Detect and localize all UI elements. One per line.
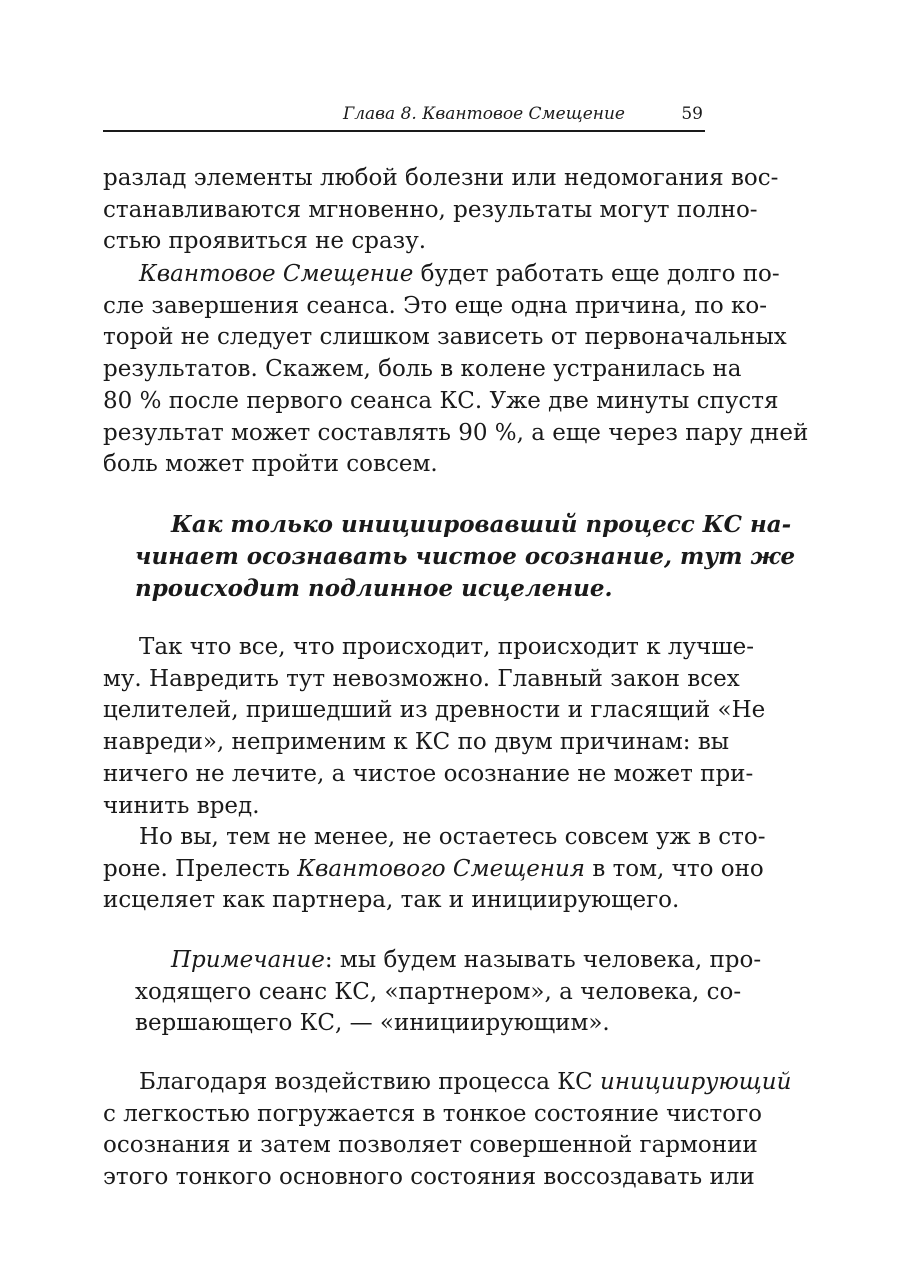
text-line: станавливаются мгновенно, результаты могут полно- bbox=[103, 196, 758, 223]
paragraph-5 bbox=[103, 1067, 792, 1194]
note-line bbox=[135, 945, 762, 977]
text-line: этого тонкого основного состояния воссоздавать или bbox=[103, 1164, 755, 1191]
text-line: Так что все, что происходит, происходит к лучше- bbox=[139, 634, 755, 660]
paragraph-3 bbox=[103, 632, 766, 822]
note-block bbox=[135, 945, 762, 1040]
text-line: результатов. Скажем, боль в колене устранилась на bbox=[103, 356, 742, 383]
paragraph-2 bbox=[103, 259, 809, 481]
callout-quote bbox=[135, 509, 796, 605]
text-run: в том, что оно bbox=[585, 855, 764, 882]
text-line: торой не следует слишком зависеть от первоначальных bbox=[103, 324, 787, 351]
text-line: разлад элементы любой болезни или недомогания вос- bbox=[103, 165, 779, 191]
callout-line: чинает осознавать чистое осознание, тут же bbox=[135, 543, 796, 570]
callout-line: Как только инициировавший процесс КС на- bbox=[171, 511, 792, 538]
callout-line: происходит подлинное исцеление. bbox=[135, 575, 613, 602]
italic-term: инициирующий bbox=[600, 1069, 792, 1095]
text-line: осознания и затем позволяет совершенной гармонии bbox=[103, 1132, 758, 1159]
text-line: сле завершения сеанса. Это еще одна причина, по ко- bbox=[103, 292, 768, 319]
text-line bbox=[103, 259, 780, 291]
text-run: роне. Прелесть bbox=[103, 855, 298, 882]
text-line: му. Навредить тут невозможно. Главный закон всех bbox=[103, 665, 740, 692]
text-line bbox=[103, 1067, 792, 1099]
text-run: : мы будем называть человека, про- bbox=[324, 947, 762, 973]
paragraph-4 bbox=[103, 822, 766, 917]
text-line: исцеляет как партнера, так и инициирующего. bbox=[103, 887, 680, 914]
text-run: Благодаря воздействию процесса КС bbox=[139, 1069, 600, 1095]
text-line: стью проявиться не сразу. bbox=[103, 228, 427, 255]
text-line: Но вы, тем не менее, не остаетесь совсем уж в сто- bbox=[139, 824, 766, 850]
text-line: целителей, пришедший из древности и гласящий «Не bbox=[103, 697, 766, 724]
note-label: Примечание bbox=[171, 947, 325, 973]
text-line: ничего не лечите, а чистое осознание не может при- bbox=[103, 760, 754, 787]
italic-term: Квантовое Смещение bbox=[139, 261, 414, 287]
text-line: результат может составлять 90 %, а еще через пару дней bbox=[103, 419, 809, 446]
text-line: боль может пройти совсем. bbox=[103, 451, 438, 478]
text-line: с легкостью погружается в тонкое состояние чистого bbox=[103, 1100, 763, 1127]
italic-term: Квантового Смещения bbox=[297, 855, 586, 882]
chapter-title: Глава 8. Квантовое Смещение bbox=[342, 104, 625, 124]
page-number: 59 bbox=[681, 104, 703, 124]
text-line bbox=[103, 854, 764, 886]
text-run: будет работать еще долго по- bbox=[413, 261, 780, 287]
note-line: вершающего КС, — «инициирующим». bbox=[135, 1010, 610, 1037]
note-line: ходящего сеанс КС, «партнером», а человека, со- bbox=[135, 978, 742, 1005]
paragraph-1 bbox=[103, 163, 779, 258]
text-line: навреди», неприменим к КС по двум причинам: вы bbox=[103, 729, 730, 756]
running-header bbox=[103, 104, 705, 132]
text-line: чинить вред. bbox=[103, 792, 260, 819]
text-line: 80 % после первого сеанса КС. Уже две минуты спустя bbox=[103, 387, 779, 414]
